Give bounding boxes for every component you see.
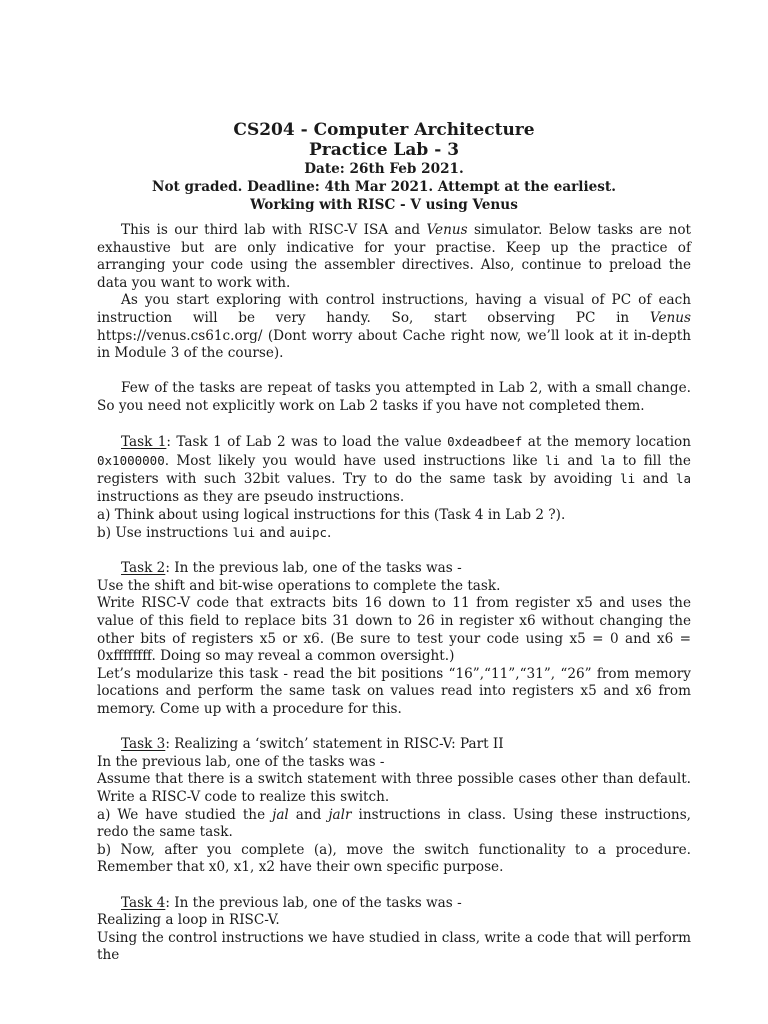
task-3-label: Task 3 [121, 736, 166, 753]
text: and [635, 471, 676, 488]
code-la: la [600, 452, 616, 468]
venus-emphasis: Venus [426, 222, 468, 238]
task-2-line: Use the shift and bit-wise operations to complete the task. [97, 577, 501, 594]
lab-date: Date: 26th Feb 2021. [304, 161, 464, 177]
task-3-section [97, 736, 691, 877]
document-header [0, 120, 768, 214]
text: a) We have studied the [97, 806, 273, 823]
task-2-section [97, 560, 691, 718]
text: instructions as they are pseudo instructions. [97, 488, 405, 505]
code-auipc: auipc [289, 525, 328, 541]
intro-paragraph-3: Few of the tasks are repeat of tasks you attempted in Lab 2, with a small change. So you need not explicitly work on Lab 2 tasks if you have not completed them. [97, 380, 691, 414]
code-address: 0x1000000 [97, 452, 165, 468]
spacer [97, 416, 691, 434]
code-li: li [544, 452, 561, 468]
task-3-intro [97, 736, 691, 754]
text: and [255, 525, 290, 542]
code-li: li [620, 471, 636, 487]
task-4-intro [97, 895, 691, 913]
task-1-item-b [97, 524, 691, 543]
task-2-line: Write RISC-V code that extracts bits 16 down to 11 from register x5 and uses the value of this field to replace bits 31 down to 26 in register x6 without changing the other bits of registers x5 or x6. (Be sure to test your code using x5 = 0 and x6 = 0xffffffff. Doing so may reveal a common oversight.) [97, 595, 691, 665]
task-1-description [97, 433, 691, 506]
course-title: CS204 - Computer Architecture [233, 120, 535, 140]
text: at the memory location [522, 434, 691, 451]
lab-title: Practice Lab - 3 [308, 140, 460, 160]
task-3-line: In the previous lab, one of the tasks was - [97, 753, 385, 770]
text: b) Use instructions [97, 525, 233, 542]
task-2-intro [97, 560, 691, 578]
spacer [97, 877, 691, 895]
spacer [97, 719, 691, 737]
venus-emphasis: Venus [649, 309, 691, 326]
task-4-line: Using the control instructions we have studied in class, write a code that will perform the [97, 929, 691, 964]
text: instructions in class. Using these instructions, redo the same task. [97, 806, 691, 841]
lab-tool: Working with RISC - V using Venus [250, 197, 518, 213]
spacer [97, 543, 691, 561]
task-4-label: Task 4 [121, 894, 166, 911]
text: As you start exploring with control instructions, having a visual of PC of each instruction will be very handy. So, start observing PC in [97, 292, 691, 326]
code-lui: lui [232, 525, 256, 541]
spacer [97, 363, 691, 381]
text: : Task 1 of Lab 2 was to load the value [166, 434, 448, 451]
task-4-line: Realizing a loop in RISC-V. [97, 912, 280, 929]
text: . [327, 525, 332, 542]
task-1-item-a: a) Think about using logical instructions for this (Task 4 in Lab 2 ?). [97, 506, 566, 523]
document-body [97, 222, 691, 965]
text: https://venus.cs61c.org/ (Dont worry about Cache right now, we’ll look at it in-depth in Module 3 of the course). [97, 327, 691, 362]
code-la: la [675, 471, 691, 487]
text: : Realizing a ‘switch’ statement in RISC-V: Part II [165, 736, 504, 753]
task-3-item-a [97, 807, 691, 842]
text: and [288, 806, 329, 823]
task-3-item-b: b) Now, after you complete (a), move the switch functionality to a procedure. Remember that x0, x1, x2 have their own specific purpose. [97, 841, 691, 876]
task-4-section [97, 895, 691, 965]
text: This is our third lab with RISC-V ISA and [121, 222, 427, 238]
task-3-line: Assume that there is a switch statement with three possible cases other than default. Write a RISC-V code to realize this switch. [97, 771, 691, 805]
lab-deadline: Not graded. Deadline: 4th Mar 2021. Attempt at the earliest. [152, 179, 616, 195]
text: and [560, 452, 601, 469]
intro-paragraph-2 [97, 292, 691, 362]
text: . Most likely you would have used instructions like [164, 452, 545, 469]
task-2-line: Let’s modularize this task - read the bit positions “16”,“11”,“31”, “26” from memory locations and perform the same task on values read into registers x5 and x6 from memory. Come up with a procedure for this. [97, 665, 691, 718]
text: to fill the registers with such 32bit values. Try to do the same task by avoiding [97, 452, 691, 488]
text: : In the previous lab, one of the tasks was - [165, 560, 462, 577]
intro-paragraph-1 [97, 222, 691, 292]
task-1-label: Task 1 [121, 434, 167, 451]
text: simulator. Below tasks are not exhaustive but are only indicative for your practise. Keep up the practice of arranging your code using the assembler directives. Also, continue to preload the data you want to work with. [97, 222, 691, 291]
task-2-label: Task 2 [121, 560, 166, 577]
code-value: 0xdeadbeef [447, 434, 523, 450]
task-1-section [97, 433, 691, 543]
jalr-emphasis: jalr [328, 806, 352, 823]
jal-emphasis: jal [272, 806, 289, 823]
text: : In the previous lab, one of the tasks was - [165, 894, 462, 911]
